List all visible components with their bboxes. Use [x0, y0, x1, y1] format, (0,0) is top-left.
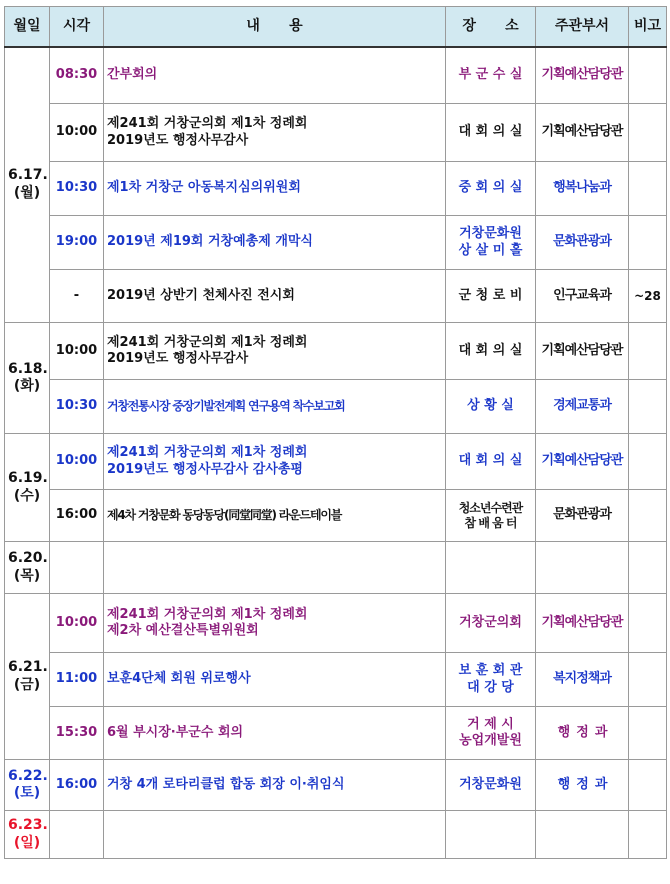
table-row	[5, 434, 667, 490]
dept-cell: 기획예산담당관	[536, 323, 629, 380]
dept-cell: 문화관광과	[536, 490, 629, 542]
header-dept: 주관부서	[536, 7, 629, 47]
date-cell	[5, 323, 50, 434]
place-line: 거창문화원	[459, 776, 522, 792]
dept-cell: 문화관광과	[536, 216, 629, 270]
content-line: 2019년 상반기 천체사진 전시회	[107, 287, 295, 303]
dept-cell: 기획예산담당관	[536, 594, 629, 653]
place-cell	[446, 216, 536, 270]
dept-cell: 기획예산담당관	[536, 104, 629, 162]
content-cell	[104, 760, 446, 811]
note-cell	[629, 811, 667, 859]
content-line: 2019년도 행정사무감사 감사총평	[107, 461, 303, 477]
date-label: 6.18.	[8, 360, 48, 377]
place-line: 청소년수련관	[458, 500, 523, 515]
content-line: 2019년도 행정사무감사	[107, 132, 249, 148]
place-line: 거창군의회	[459, 614, 522, 630]
place-line: 부 군 수 실	[458, 67, 523, 83]
note-cell	[629, 47, 667, 104]
date-cell	[5, 594, 50, 760]
time-cell: -	[50, 270, 104, 323]
time-cell: 16:00	[50, 490, 104, 542]
table-row	[5, 380, 667, 434]
content-line: 제241회 거창군의회 제1차 정례회	[107, 606, 308, 622]
dept-cell	[536, 811, 629, 859]
place-line: 거창문화원	[459, 226, 522, 242]
time-cell: 10:00	[50, 434, 104, 490]
place-line: 중 회 의 실	[458, 180, 523, 196]
dept-cell: 행 정 과	[536, 707, 629, 760]
weekly-schedule-table	[4, 6, 667, 859]
content-cell	[104, 434, 446, 490]
date-label: 6.19.	[8, 470, 48, 486]
dept-cell: 행복나눔과	[536, 162, 629, 216]
place-line: 거 제 시	[467, 716, 514, 732]
table-row	[5, 270, 667, 323]
time-cell: 08:30	[50, 47, 104, 104]
time-cell	[50, 542, 104, 594]
content-cell	[104, 104, 446, 162]
weekday-label: (수)	[13, 487, 41, 504]
place-line: 상 황 실	[467, 398, 514, 414]
table-row	[5, 653, 667, 707]
date-cell	[5, 760, 50, 811]
note-cell	[629, 653, 667, 707]
note-cell	[629, 104, 667, 162]
place-cell	[446, 270, 536, 323]
header-place: 장 소	[446, 7, 536, 47]
table-row	[5, 811, 667, 859]
time-cell: 10:00	[50, 104, 104, 162]
date-cell	[5, 47, 50, 323]
time-cell	[50, 811, 104, 859]
weekday-label: (금)	[13, 676, 41, 693]
content-line: 제4차 거창문화 동당동당(同堂同堂) 라운드테이블	[107, 508, 342, 522]
content-line: 거창 4개 로타리클럽 합동 회장 이·취임식	[107, 776, 345, 792]
content-cell	[104, 542, 446, 594]
note-cell	[629, 434, 667, 490]
date-label: 6.20.	[8, 550, 48, 566]
place-cell	[446, 490, 536, 542]
place-cell	[446, 542, 536, 594]
time-cell: 10:00	[50, 323, 104, 380]
content-cell	[104, 380, 446, 434]
table-row	[5, 47, 667, 104]
time-cell: 16:00	[50, 760, 104, 811]
content-line: 거창전통시장 중장기발전계획 연구용역 착수보고회	[107, 399, 345, 413]
place-cell	[446, 323, 536, 380]
table-row	[5, 707, 667, 760]
schedule-body	[5, 47, 667, 859]
dept-cell: 인구교육과	[536, 270, 629, 323]
weekday-label: (화)	[13, 378, 41, 394]
header-row	[5, 7, 667, 47]
place-cell	[446, 380, 536, 434]
weekday-label: (목)	[13, 567, 41, 584]
place-cell	[446, 594, 536, 653]
place-cell	[446, 162, 536, 216]
date-label: 6.23.	[8, 817, 48, 833]
note-cell	[629, 594, 667, 653]
place-line: 농업개발원	[459, 733, 522, 748]
place-line: 대 회 의 실	[458, 342, 523, 358]
content-cell	[104, 653, 446, 707]
place-line: 참 배 움 터	[464, 515, 517, 530]
table-row	[5, 594, 667, 653]
date-label: 6.17.	[8, 167, 48, 184]
time-cell: 10:00	[50, 594, 104, 653]
place-cell	[446, 811, 536, 859]
date-cell	[5, 434, 50, 542]
content-cell	[104, 323, 446, 380]
table-row	[5, 104, 667, 162]
dept-cell: 기획예산담당관	[536, 434, 629, 490]
date-label: 6.21.	[8, 659, 48, 675]
place-line: 대 강 당	[467, 679, 514, 695]
header-content: 내 용	[104, 7, 446, 47]
note-cell	[629, 380, 667, 434]
content-line: 간부회의	[107, 67, 158, 83]
content-line: 제2차 예산결산특별위원회	[107, 623, 259, 638]
place-line: 대 회 의 실	[458, 124, 523, 140]
content-line: 6월 부시장·부군수 회의	[107, 724, 244, 740]
note-cell: ~28	[629, 270, 667, 323]
time-cell: 15:30	[50, 707, 104, 760]
dept-cell: 행 정 과	[536, 760, 629, 811]
note-cell	[629, 490, 667, 542]
content-cell	[104, 490, 446, 542]
content-line: 제241회 거창군의회 제1차 정례회	[107, 334, 308, 350]
place-cell	[446, 760, 536, 811]
content-line: 제241회 거창군의회 제1차 정례회	[107, 116, 308, 132]
place-line: 상 살 미 홀	[458, 242, 523, 258]
weekday-label: (월)	[13, 184, 41, 201]
place-cell	[446, 434, 536, 490]
place-cell	[446, 104, 536, 162]
content-line: 제1차 거창군 아동복지심의위원회	[107, 180, 301, 196]
note-cell	[629, 323, 667, 380]
time-cell: 10:30	[50, 162, 104, 216]
note-cell	[629, 707, 667, 760]
place-cell	[446, 653, 536, 707]
dept-cell: 복지정책과	[536, 653, 629, 707]
place-line: 보 훈 회 관	[458, 663, 523, 679]
content-cell	[104, 47, 446, 104]
note-cell	[629, 542, 667, 594]
content-line: 2019년도 행정사무감사	[107, 351, 249, 366]
content-line: 제241회 거창군의회 제1차 정례회	[107, 445, 308, 461]
time-cell: 10:30	[50, 380, 104, 434]
content-cell	[104, 811, 446, 859]
note-cell	[629, 760, 667, 811]
weekday-label: (일)	[13, 834, 41, 851]
note-cell	[629, 162, 667, 216]
place-cell	[446, 707, 536, 760]
content-cell	[104, 216, 446, 270]
dept-cell: 기획예산담당관	[536, 47, 629, 104]
table-row	[5, 490, 667, 542]
date-label: 6.22.	[8, 767, 48, 784]
header-day: 월일	[5, 7, 50, 47]
table-row	[5, 162, 667, 216]
content-cell	[104, 594, 446, 653]
table-row	[5, 323, 667, 380]
time-cell: 11:00	[50, 653, 104, 707]
content-line: 2019년 제19회 거창예총제 개막식	[107, 234, 313, 250]
time-cell: 19:00	[50, 216, 104, 270]
content-line: 보훈4단체 회원 위로행사	[107, 671, 251, 687]
dept-cell	[536, 542, 629, 594]
weekday-label: (토)	[13, 785, 41, 801]
dept-cell: 경제교통과	[536, 380, 629, 434]
header-note: 비고	[629, 7, 667, 47]
date-cell	[5, 542, 50, 594]
content-cell	[104, 162, 446, 216]
table-row	[5, 216, 667, 270]
place-line: 대 회 의 실	[458, 453, 523, 469]
date-cell	[5, 811, 50, 859]
content-cell	[104, 270, 446, 323]
table-row	[5, 760, 667, 811]
note-cell	[629, 216, 667, 270]
header-time: 시각	[50, 7, 104, 47]
place-line: 군 청 로 비	[458, 287, 523, 303]
place-cell	[446, 47, 536, 104]
content-cell	[104, 707, 446, 760]
table-row	[5, 542, 667, 594]
